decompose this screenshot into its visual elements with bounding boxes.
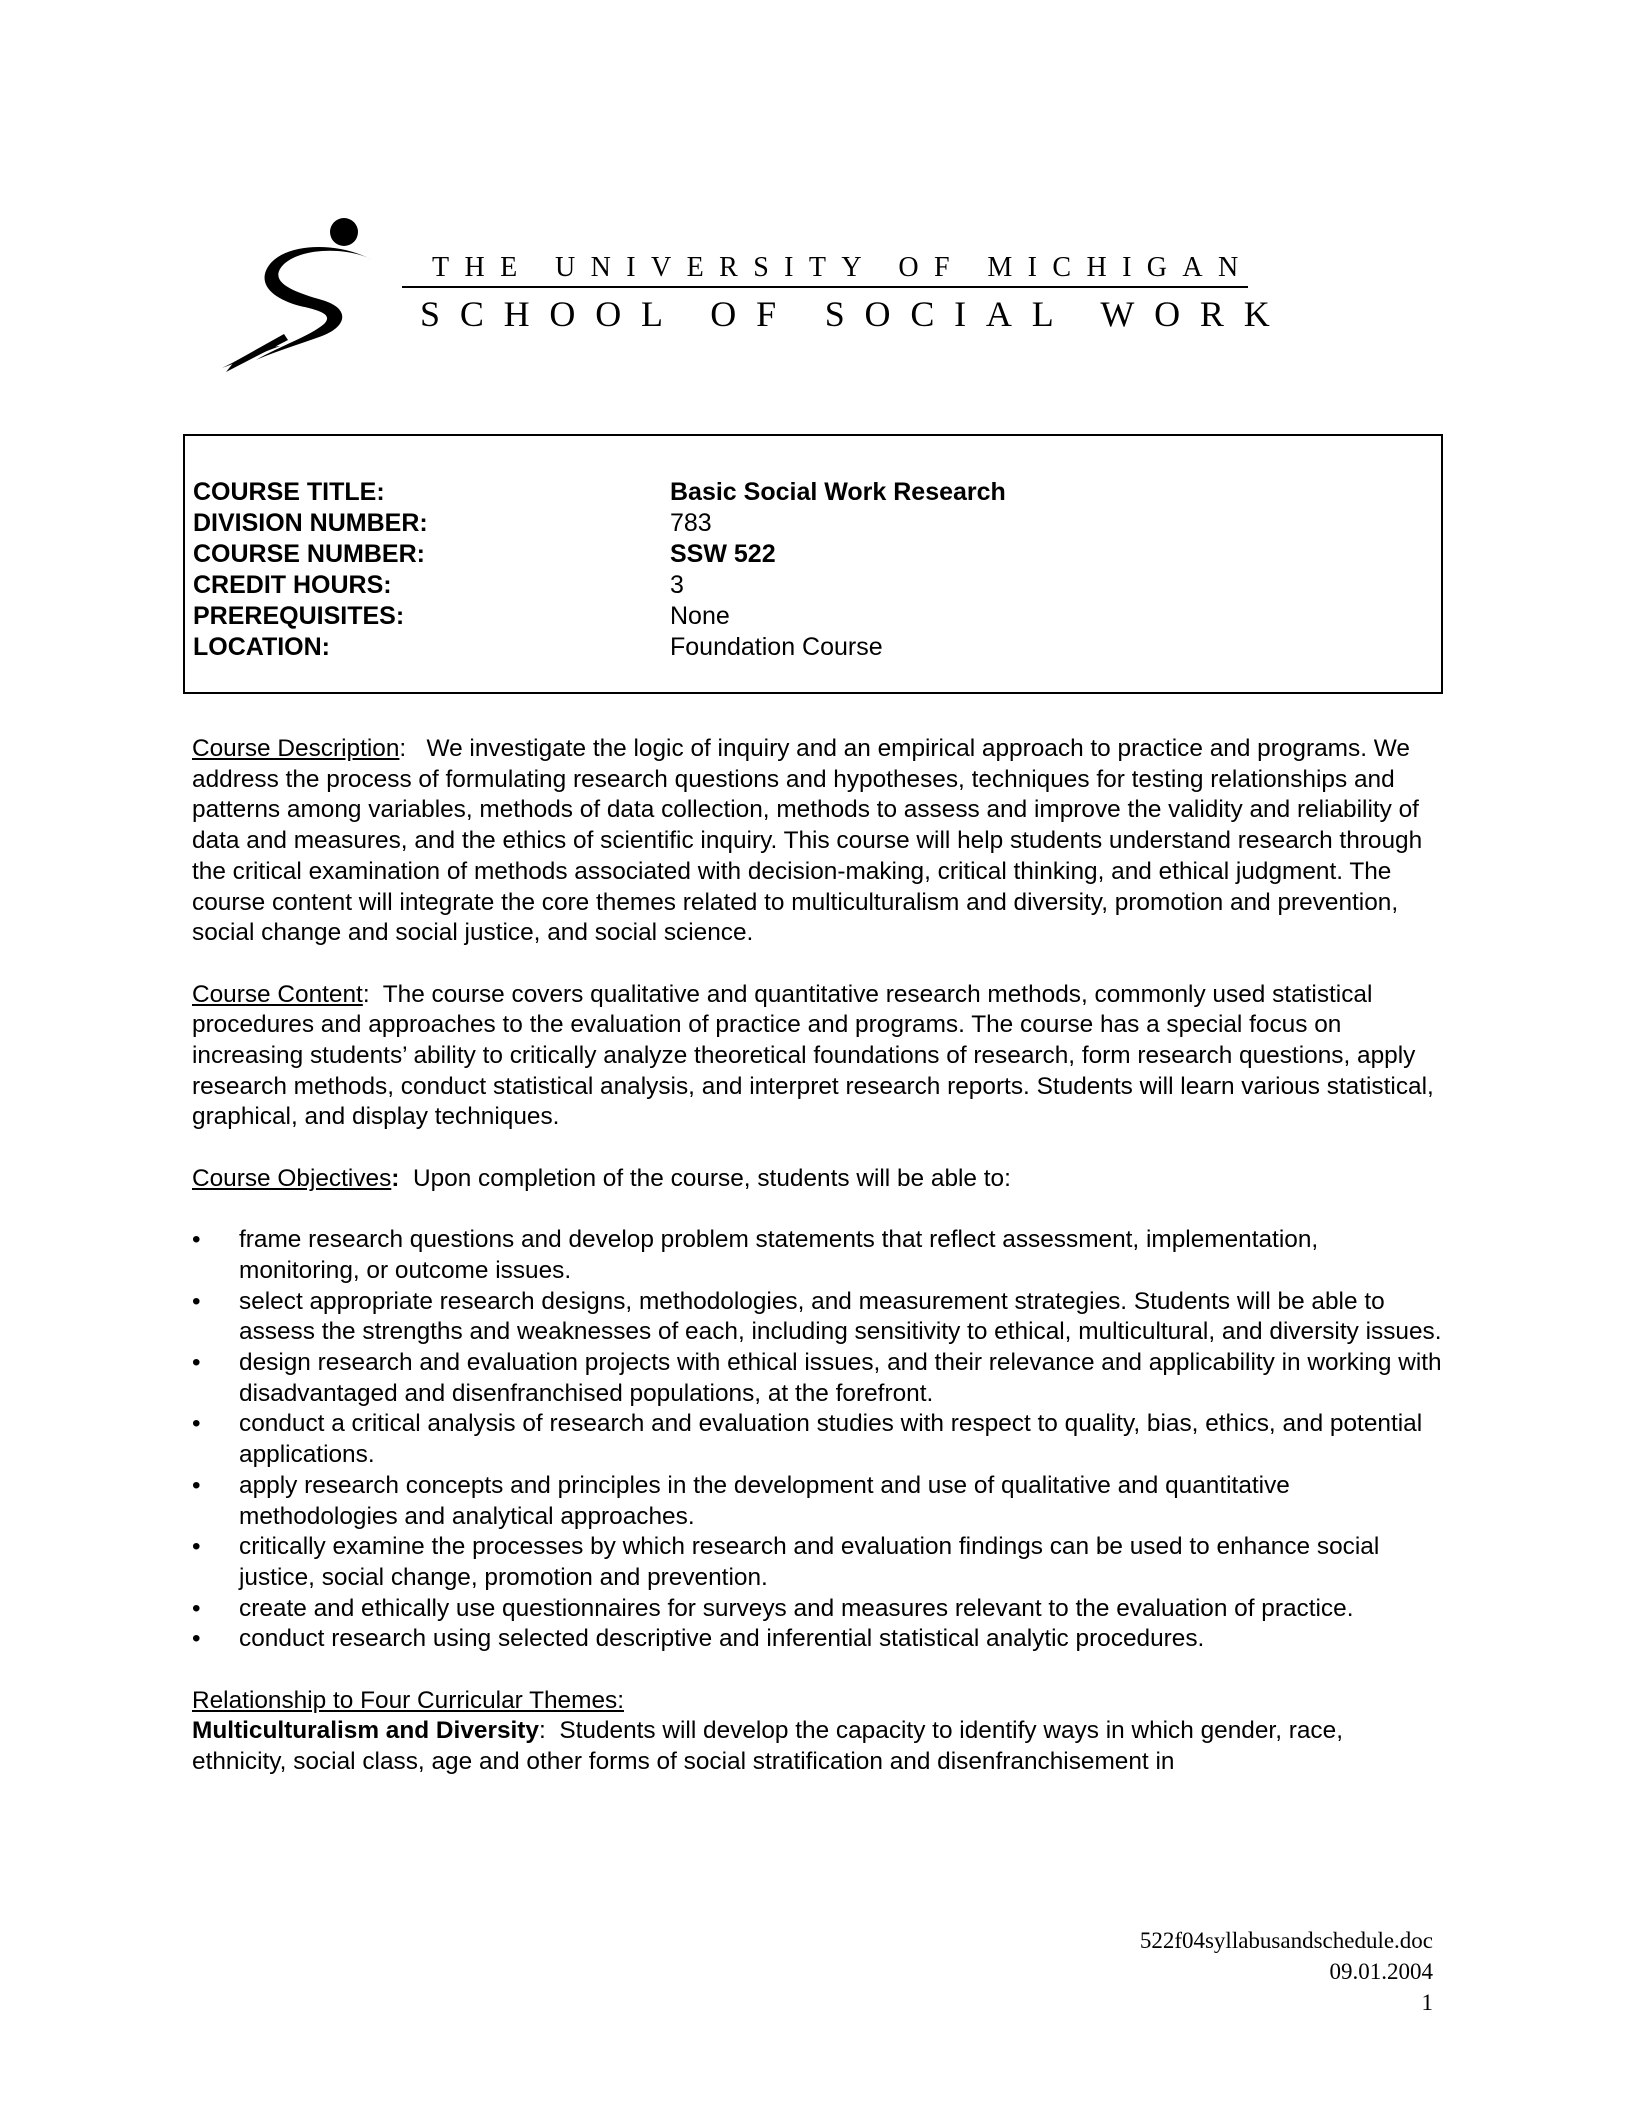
location-value: Foundation Course xyxy=(670,633,883,661)
multiculturalism-label: Multiculturalism and Diversity xyxy=(192,1717,539,1745)
runner-figure-logo xyxy=(222,212,412,372)
course-info-box xyxy=(183,434,1443,694)
themes-heading: Relationship to Four Curricular Themes: xyxy=(192,1686,624,1714)
objectives-list xyxy=(192,1225,1442,1655)
prerequisites-row xyxy=(185,601,1441,632)
course-title-row xyxy=(185,477,1441,508)
syllabus-body xyxy=(192,734,1442,1778)
course-objectives-intro: Upon completion of the course, students will be able to: xyxy=(412,1164,1011,1192)
multiculturalism-paragraph: Multiculturalism and Diversity: Students will develop the capacity to identify ways in which gender, race, ethnicity, social class, age and other forms of social stratification and disenfranchisement in xyxy=(192,1717,1343,1776)
themes-section xyxy=(192,1686,1442,1778)
course-number-row xyxy=(185,539,1441,570)
division-number-value: 783 xyxy=(670,509,712,537)
course-content-text: The course covers qualitative and quantitative research methods, commonly used statistical procedures and approaches to the evaluation of practice and programs. The course has a special focus on increasing students’ ability to critically analyze theoretical foundations of research, form research questions, apply research methods, conduct statistical analysis, and interpret research reports. Students will learn various statistical, graphical, and display techniques. xyxy=(192,980,1434,1131)
course-content-heading: Course Content xyxy=(192,980,363,1008)
list-item: • create and ethically use questionnaires for surveys and measures relevant to the evaluation of practice. xyxy=(192,1594,1442,1625)
prerequisites-value: None xyxy=(670,602,730,630)
list-item: • conduct a critical analysis of research and evaluation studies with respect to quality, bias, ethics, and potential applications. xyxy=(192,1410,1423,1469)
course-objectives-heading: Course Objectives xyxy=(192,1164,392,1192)
header-rule xyxy=(402,286,1248,288)
list-item: • design research and evaluation projects with ethical issues, and their relevance and applicability in working with disadvantaged and disenfranchised populations, at the forefront. xyxy=(192,1349,1442,1407)
multiculturalism-text: Students will develop the capacity to identify ways in which gender, race, ethnicity, social class, age and other forms of social stratification and disenfranchisement in xyxy=(192,1717,1343,1776)
bullet-icon: • xyxy=(192,1594,201,1622)
credit-hours-value: 3 xyxy=(670,571,684,599)
bullet-icon: • xyxy=(192,1226,201,1254)
list-item: • frame research questions and develop problem statements that reflect assessment, implementation, monitoring, or outcome issues. xyxy=(192,1226,1319,1284)
course-objectives-paragraph: Course Objectives: Upon completion of the course, students will be able to: xyxy=(192,1164,1011,1192)
course-number-value: SSW 522 xyxy=(670,540,776,568)
bullet-icon: • xyxy=(192,1471,201,1499)
bullet-icon: • xyxy=(192,1625,201,1653)
course-number-label: COURSE NUMBER: xyxy=(193,540,425,568)
course-content-paragraph: Course Content: The course covers qualitative and quantitative research methods, commonly used statistical procedures and approaches to the evaluation of practice and programs. The course has a special focus on increasing students’ ability to critically analyze theoretical foundations of research, form research questions, apply research methods, conduct statistical analysis, and interpret research reports. Students will learn various statistical, graphical, and display techniques. xyxy=(192,980,1434,1131)
list-item: • apply research concepts and principles in the development and use of qualitative and quantitative methodologies and analytical approaches. xyxy=(192,1471,1290,1530)
bullet-icon: • xyxy=(192,1287,201,1315)
course-title-value: Basic Social Work Research xyxy=(670,478,1006,506)
credit-hours-row xyxy=(185,570,1441,601)
division-number-row xyxy=(185,508,1441,539)
list-item: • critically examine the processes by which research and evaluation findings can be used to enhance social justice, social change, promotion and prevention. xyxy=(192,1533,1380,1591)
list-item: • conduct research using selected descriptive and inferential statistical analytic procedures. xyxy=(192,1624,1442,1655)
bullet-icon: • xyxy=(192,1410,201,1438)
page-footer xyxy=(1140,1925,1433,2018)
footer-date: 09.01.2004 xyxy=(1329,1959,1433,1984)
division-number-label: DIVISION NUMBER: xyxy=(193,509,428,537)
bullet-icon: • xyxy=(192,1533,201,1561)
school-name: SCHOOL OF SOCIAL WORK xyxy=(420,294,1290,334)
prerequisites-label: PREREQUISITES: xyxy=(193,602,405,630)
location-label: LOCATION: xyxy=(193,633,331,661)
course-description-text: We investigate the logic of inquiry and an empirical approach to practice and programs. We address the process of formulating research questions and hypotheses, techniques for testing relationships and patterns among variables, methods of data collection, methods to assess and improve the validity and reliability of data and measures, and the ethics of scientific inquiry. This course will help students understand research through the critical examination of methods associated with decision-making, critical thinking, and ethical judgment. The course content will integrate the core themes related to multiculturalism and diversity, promotion and prevention, social change and social justice, and social science. xyxy=(192,735,1423,947)
footer-filename: 522f04syllabusandschedule.doc xyxy=(1139,1928,1433,1953)
course-description-heading: Course Description xyxy=(192,735,400,762)
university-name: THE UNIVERSITY OF MICHIGAN xyxy=(432,252,1254,283)
page-number: 1 xyxy=(1421,1990,1433,2015)
credit-hours-label: CREDIT HOURS: xyxy=(193,571,392,599)
bullet-icon: • xyxy=(192,1349,201,1377)
course-title-label: COURSE TITLE: xyxy=(193,478,385,506)
location-row xyxy=(185,632,1441,663)
list-item: • select appropriate research designs, methodologies, and measurement strategies. Students will be able to assess the strengths and weaknesses of each, including sensitivity to ethical, multicultural, and diversity issues. xyxy=(192,1287,1442,1346)
course-description-paragraph: Course Description: We investigate the logic of inquiry and an empirical approach to practice and programs. We address the process of formulating research questions and hypotheses, techniques for testing relationships and patterns among variables, methods of data collection, methods to assess and improve the validity and reliability of data and measures, and the ethics of scientific inquiry. This course will help students understand research through the critical examination of methods associated with decision-making, critical thinking, and ethical judgment. The course content will integrate the core themes related to multiculturalism and diversity, promotion and prevention, social change and social justice, and social science. xyxy=(192,735,1423,947)
